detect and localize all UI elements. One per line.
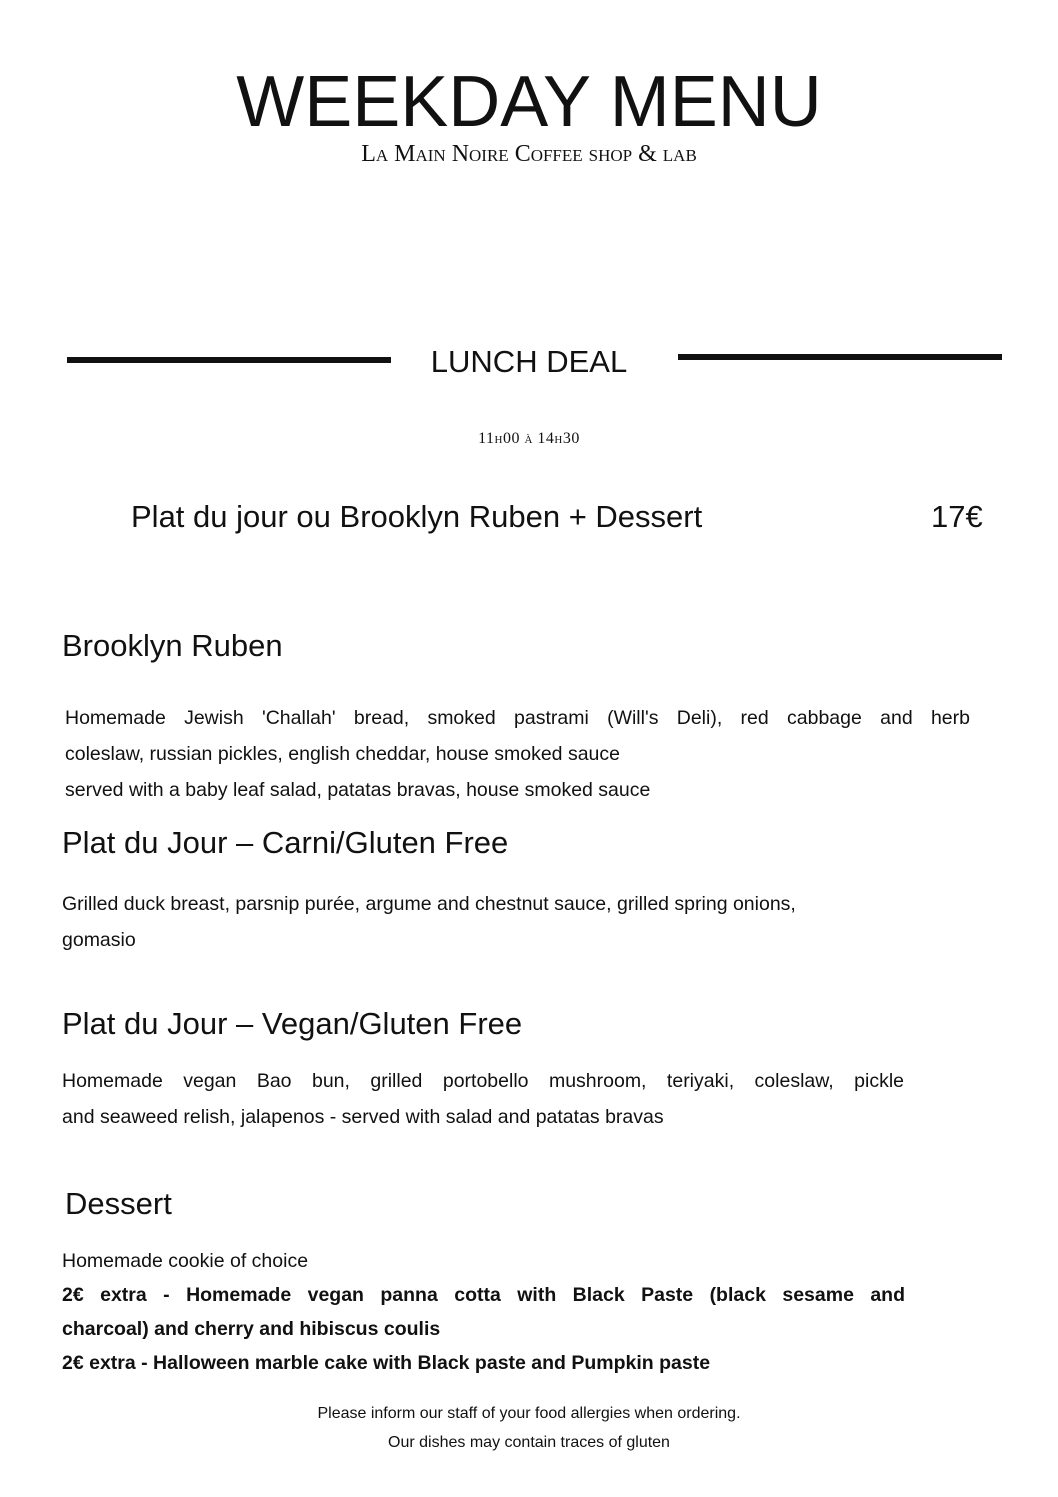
menu-title: WEEKDAY MENU <box>236 62 822 142</box>
dish-name-dessert: Dessert <box>65 1186 172 1221</box>
shop-name: La Main Noire Coffee shop & lab <box>361 141 697 167</box>
gluten-notice: Our dishes may contain traces of gluten <box>388 1434 670 1451</box>
dish-name-vegan: Plat du Jour – Vegan/Gluten Free <box>62 1006 523 1041</box>
dessert-item: Homemade cookie of choice <box>62 1250 309 1272</box>
dessert-item: 2€ extra - Homemade vegan panna cotta with Black Paste (black sesame and <box>62 1284 905 1306</box>
lunch-hours: 11h00 à 14h30 <box>478 430 580 447</box>
dish-desc-line: served with a baby leaf salad, patatas bravas, house smoked sauce <box>65 779 651 801</box>
dish-name-carni: Plat du Jour – Carni/Gluten Free <box>62 825 509 860</box>
dish-desc-line: Homemade Jewish 'Challah' bread, smoked pastrami (Will's Deli), red cabbage and herb <box>65 707 970 729</box>
dish-desc-line: coleslaw, russian pickles, english cheddar, house smoked sauce <box>65 743 620 765</box>
dish-desc-line: Homemade vegan Bao bun, grilled portobello mushroom, teriyaki, coleslaw, pickle <box>62 1070 904 1092</box>
allergy-notice: Please inform our staff of your food allergies when ordering. <box>317 1405 741 1422</box>
deal-price: 17€ <box>931 499 983 534</box>
dish-name-brooklyn-ruben: Brooklyn Ruben <box>62 628 283 663</box>
divider-right <box>678 354 1002 360</box>
deal-description: Plat du jour ou Brooklyn Ruben + Dessert <box>131 499 703 534</box>
dish-desc-line: and seaweed relish, jalapenos - served with salad and patatas bravas <box>62 1106 664 1128</box>
lunch-deal-heading: LUNCH DEAL <box>430 344 628 379</box>
dessert-item: 2€ extra - Halloween marble cake with Black paste and Pumpkin paste <box>62 1352 711 1374</box>
dish-desc-line: gomasio <box>62 929 136 951</box>
dessert-item: charcoal) and cherry and hibiscus coulis <box>62 1318 441 1340</box>
dish-desc-line: Grilled duck breast, parsnip purée, argume and chestnut sauce, grilled spring onions, <box>62 893 796 915</box>
